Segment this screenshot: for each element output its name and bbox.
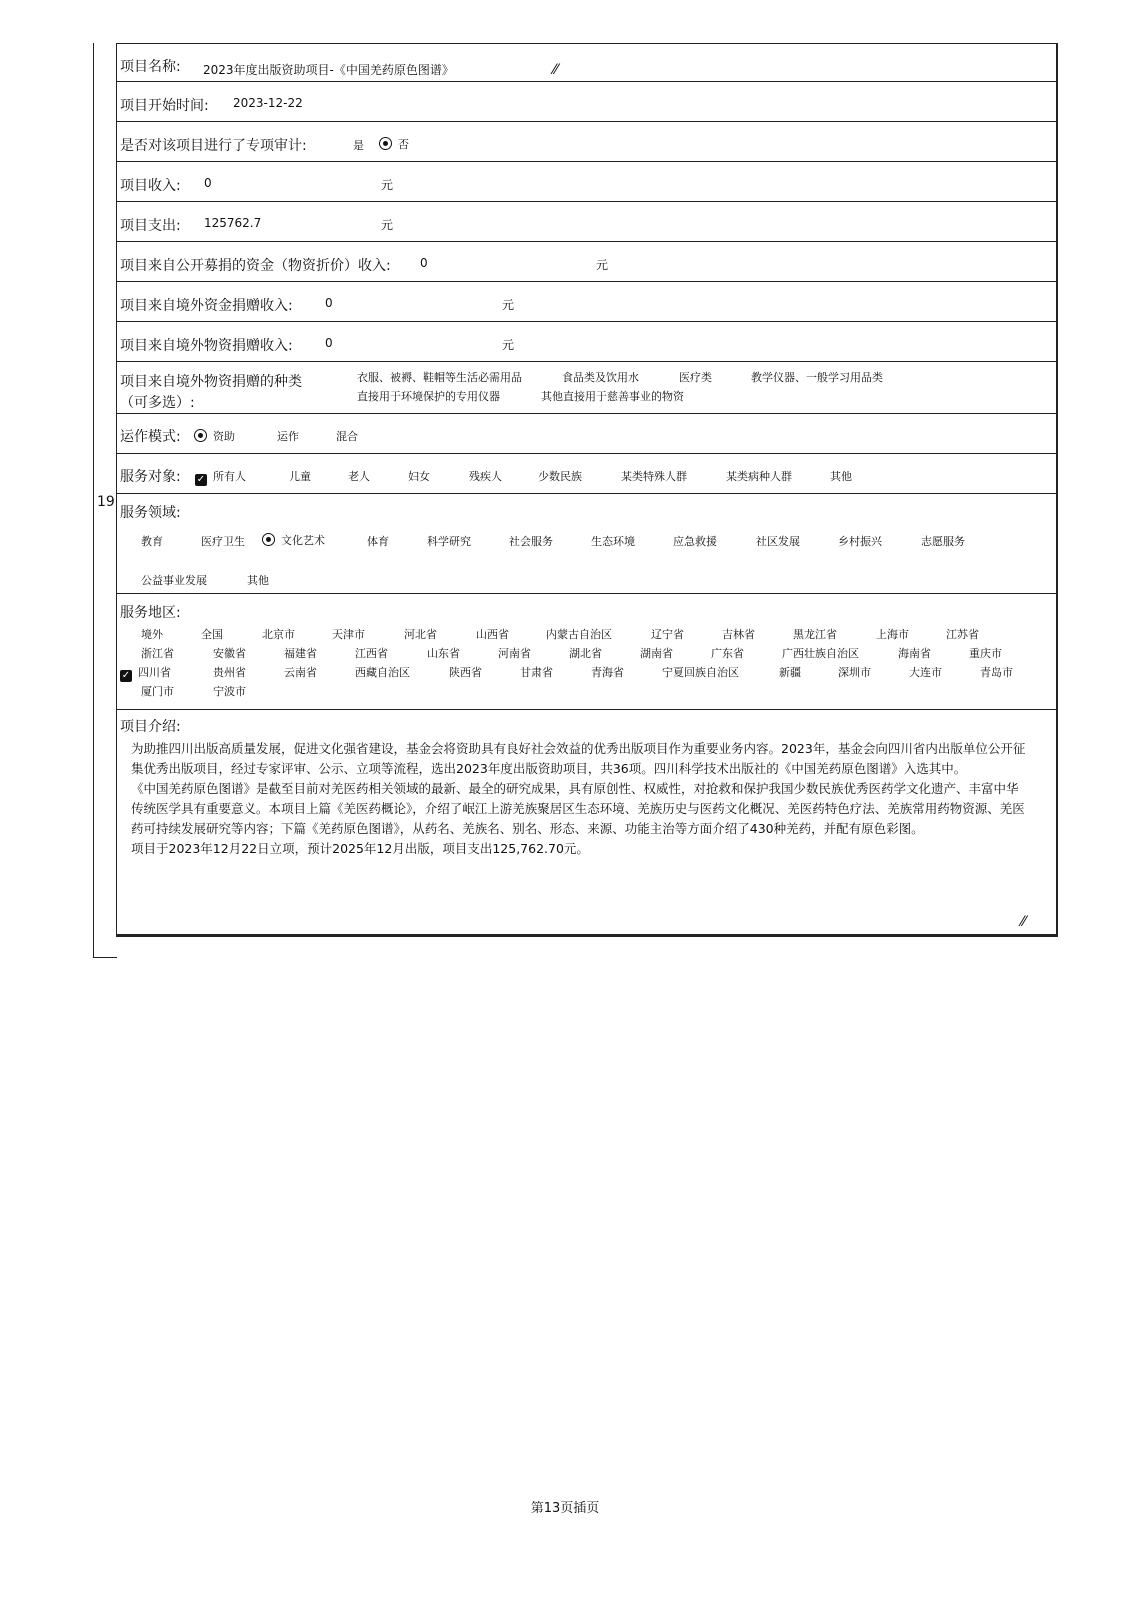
goods-types-sublabel: （可多选）: <box>120 395 195 411</box>
area-option[interactable]: 江苏省 <box>946 628 979 641</box>
target-option[interactable]: 妇女 <box>408 470 430 483</box>
service-field-label: 服务领域: <box>120 505 181 521</box>
area-option[interactable]: 福建省 <box>284 647 317 660</box>
service-target-row <box>117 454 1056 494</box>
project-name-row <box>117 44 1056 82</box>
area-option[interactable]: 厦门市 <box>141 685 174 698</box>
audit-yes-option[interactable]: 是 <box>353 139 364 152</box>
area-option[interactable]: 辽宁省 <box>651 628 684 641</box>
expense-label: 项目支出: <box>120 218 181 234</box>
field-option[interactable]: 乡村振兴 <box>838 535 882 548</box>
area-option[interactable]: 山东省 <box>427 647 460 660</box>
mode-option[interactable]: 运作 <box>277 430 299 443</box>
project-name-value[interactable]: 2023年度出版资助项目-《中国羌药原色图谱》 <box>203 63 454 77</box>
project-form <box>116 43 1058 937</box>
goods-types-row <box>117 362 1056 414</box>
target-option[interactable]: 老人 <box>348 470 370 483</box>
area-option[interactable]: 新疆 <box>779 666 801 679</box>
income-label: 项目收入: <box>120 178 181 194</box>
intro-text[interactable] <box>131 739 1026 859</box>
target-option[interactable]: 儿童 <box>289 470 311 483</box>
area-option[interactable]: 山西省 <box>476 628 509 641</box>
field-option[interactable]: 志愿服务 <box>921 535 965 548</box>
overseas-goods-unit: 元 <box>502 338 515 352</box>
goods-types-label: 项目来自境外物资捐赠的种类 <box>120 374 302 390</box>
radio-selected-icon <box>194 429 207 442</box>
field-option[interactable]: 公益事业发展 <box>141 574 207 587</box>
goods-option[interactable]: 教学仪器、一般学习用品类 <box>751 371 883 384</box>
goods-option[interactable]: 医疗类 <box>679 371 712 384</box>
field-option[interactable]: 体育 <box>367 535 389 548</box>
expense-row <box>117 202 1056 242</box>
service-field-row <box>117 494 1056 594</box>
overseas-goods-label: 项目来自境外物资捐赠收入: <box>120 338 293 354</box>
area-option[interactable]: ✓ 四川省 <box>121 666 171 681</box>
start-time-value[interactable]: 2023-12-22 <box>233 96 303 110</box>
area-option[interactable]: 海南省 <box>898 647 931 660</box>
project-name-label: 项目名称: <box>120 59 181 75</box>
overseas-fund-label: 项目来自境外资金捐赠收入: <box>120 298 293 314</box>
area-option[interactable]: 浙江省 <box>141 647 174 660</box>
radio-selected-icon <box>379 137 392 150</box>
intro-row <box>117 710 1056 936</box>
field-option[interactable]: 社区发展 <box>756 535 800 548</box>
overseas-fund-value[interactable]: 0 <box>325 296 333 310</box>
service-target-label: 服务对象: <box>120 469 181 485</box>
mode-option[interactable]: 资助 <box>194 428 235 444</box>
area-option[interactable]: 北京市 <box>262 628 295 641</box>
intro-paragraph: 项目于2023年12月22日立项，预计2025年12月出版，项目支出125,762.70元。 <box>131 841 589 856</box>
special-audit-row <box>117 122 1056 162</box>
page-footer: 第13页插页 <box>530 1501 600 1516</box>
area-option[interactable]: 全国 <box>201 628 223 641</box>
special-audit-label: 是否对该项目进行了专项审计: <box>120 138 307 154</box>
area-option[interactable]: 内蒙古自治区 <box>546 628 612 641</box>
service-area-row <box>117 594 1056 710</box>
expense-unit: 元 <box>381 218 394 232</box>
area-option[interactable]: 安徽省 <box>213 647 246 660</box>
overseas-goods-value[interactable]: 0 <box>325 336 333 350</box>
audit-no-option[interactable]: 否 <box>379 136 409 152</box>
area-option[interactable]: 甘肃省 <box>520 666 553 679</box>
goods-option[interactable]: 衣服、被褥、鞋帽等生活必需用品 <box>357 371 522 384</box>
area-option[interactable]: 云南省 <box>284 666 317 679</box>
target-option[interactable]: 残疾人 <box>469 470 502 483</box>
radio-selected-icon <box>262 533 275 546</box>
checkbox-checked-icon: ✓ <box>196 474 206 485</box>
goods-option[interactable]: 直接用于环境保护的专用仪器 <box>357 390 500 403</box>
public-fund-label: 项目来自公开募捐的资金（物资折价）收入: <box>120 258 391 274</box>
target-option[interactable]: 某类特殊人群 <box>621 470 687 483</box>
area-option[interactable]: 河北省 <box>404 628 437 641</box>
field-option[interactable]: 其他 <box>247 574 269 587</box>
intro-paragraph: 为助推四川出版高质量发展，促进文化强省建设，基金会将资助具有良好社会效益的优秀出版项目作为重要业务内容。2023年，基金会向四川省内出版单位公开征集优秀出版项目，经过专家评审、公示、立项等流程，选出2023年度出版资助项目，共36项。四川科学技术出版社的《中国羌药原色图谱》入选其中。 <box>131 741 1026 776</box>
area-option[interactable]: 广东省 <box>711 647 744 660</box>
area-option[interactable]: 贵州省 <box>213 666 246 679</box>
field-option[interactable]: 教育 <box>141 535 163 548</box>
area-option[interactable]: 深圳市 <box>838 666 871 679</box>
start-time-label: 项目开始时间: <box>120 98 209 114</box>
income-unit: 元 <box>381 178 394 192</box>
operation-mode-label: 运作模式: <box>120 429 181 445</box>
service-area-label: 服务地区: <box>120 605 181 621</box>
left-margin-bottom <box>93 957 117 958</box>
checkbox-checked-icon: ✓ <box>121 670 131 681</box>
area-option[interactable]: 湖南省 <box>640 647 673 660</box>
target-option[interactable]: 其他 <box>830 470 852 483</box>
field-option[interactable]: 文化艺术 <box>262 532 325 548</box>
public-fund-row <box>117 242 1056 282</box>
intro-paragraph: 《中国羌药原色图谱》是截至目前对羌医药相关领域的最新、最全的研究成果，具有原创性、权威性，对抢救和保护我国少数民族优秀医药学文化遗产、丰富中华传统医学具有重要意义。本项目上篇《羌医药概论》，介绍了岷江上游羌族聚居区生态环境、羌族历史与医药文化概况、羌医药特色疗法、羌族常用药物资源、羌医药可持续发展研究等内容；下篇《羌药原色图谱》，从药名、羌族名、别名、形态、来源、功能主治等方面介绍了430种羌药，并配有原色彩图。 <box>131 781 1025 836</box>
field-option[interactable]: 科学研究 <box>427 535 471 548</box>
intro-label: 项目介绍: <box>120 719 181 735</box>
public-fund-value[interactable]: 0 <box>420 256 428 270</box>
public-fund-unit: 元 <box>596 258 609 272</box>
goods-option[interactable]: 食品类及饮用水 <box>562 371 639 384</box>
area-option[interactable]: 湖北省 <box>569 647 602 660</box>
overseas-fund-unit: 元 <box>502 298 515 312</box>
area-option[interactable]: 境外 <box>141 628 163 641</box>
area-option[interactable]: 黑龙江省 <box>793 628 837 641</box>
resize-handle-icon[interactable]: ⁄⁄ <box>553 62 558 78</box>
mode-option[interactable]: 混合 <box>336 430 358 443</box>
overseas-fund-row <box>117 282 1056 322</box>
field-option[interactable]: 生态环境 <box>591 535 635 548</box>
overseas-goods-row <box>117 322 1056 362</box>
target-option[interactable]: 少数民族 <box>538 470 582 483</box>
resize-handle-icon[interactable]: ⁄⁄ <box>1021 914 1026 930</box>
income-value[interactable]: 0 <box>204 176 212 190</box>
expense-value[interactable]: 125762.7 <box>204 216 262 230</box>
start-time-row <box>117 82 1056 122</box>
area-option[interactable]: 河南省 <box>498 647 531 660</box>
area-option[interactable]: 宁夏回族自治区 <box>662 666 739 679</box>
field-option[interactable]: 应急救援 <box>673 535 717 548</box>
row-number: 19 <box>97 494 115 510</box>
area-option[interactable]: 青海省 <box>591 666 624 679</box>
income-row <box>117 162 1056 202</box>
target-option[interactable]: 某类病种人群 <box>726 470 792 483</box>
field-option[interactable]: 医疗卫生 <box>201 535 245 548</box>
area-option[interactable]: 大连市 <box>909 666 942 679</box>
area-option[interactable]: 西藏自治区 <box>355 666 410 679</box>
left-margin-line <box>93 43 94 958</box>
area-option[interactable]: 陕西省 <box>449 666 482 679</box>
field-option[interactable]: 社会服务 <box>509 535 553 548</box>
operation-mode-row <box>117 414 1056 454</box>
area-option[interactable]: 江西省 <box>355 647 388 660</box>
area-option[interactable]: 重庆市 <box>969 647 1002 660</box>
area-option[interactable]: 天津市 <box>332 628 365 641</box>
area-option[interactable]: 吉林省 <box>722 628 755 641</box>
area-option[interactable]: 青岛市 <box>980 666 1013 679</box>
target-option[interactable]: ✓ 所有人 <box>196 470 246 485</box>
area-option[interactable]: 宁波市 <box>213 685 246 698</box>
goods-option[interactable]: 其他直接用于慈善事业的物资 <box>541 390 684 403</box>
area-option[interactable]: 广西壮族自治区 <box>782 647 859 660</box>
area-option[interactable]: 上海市 <box>876 628 909 641</box>
